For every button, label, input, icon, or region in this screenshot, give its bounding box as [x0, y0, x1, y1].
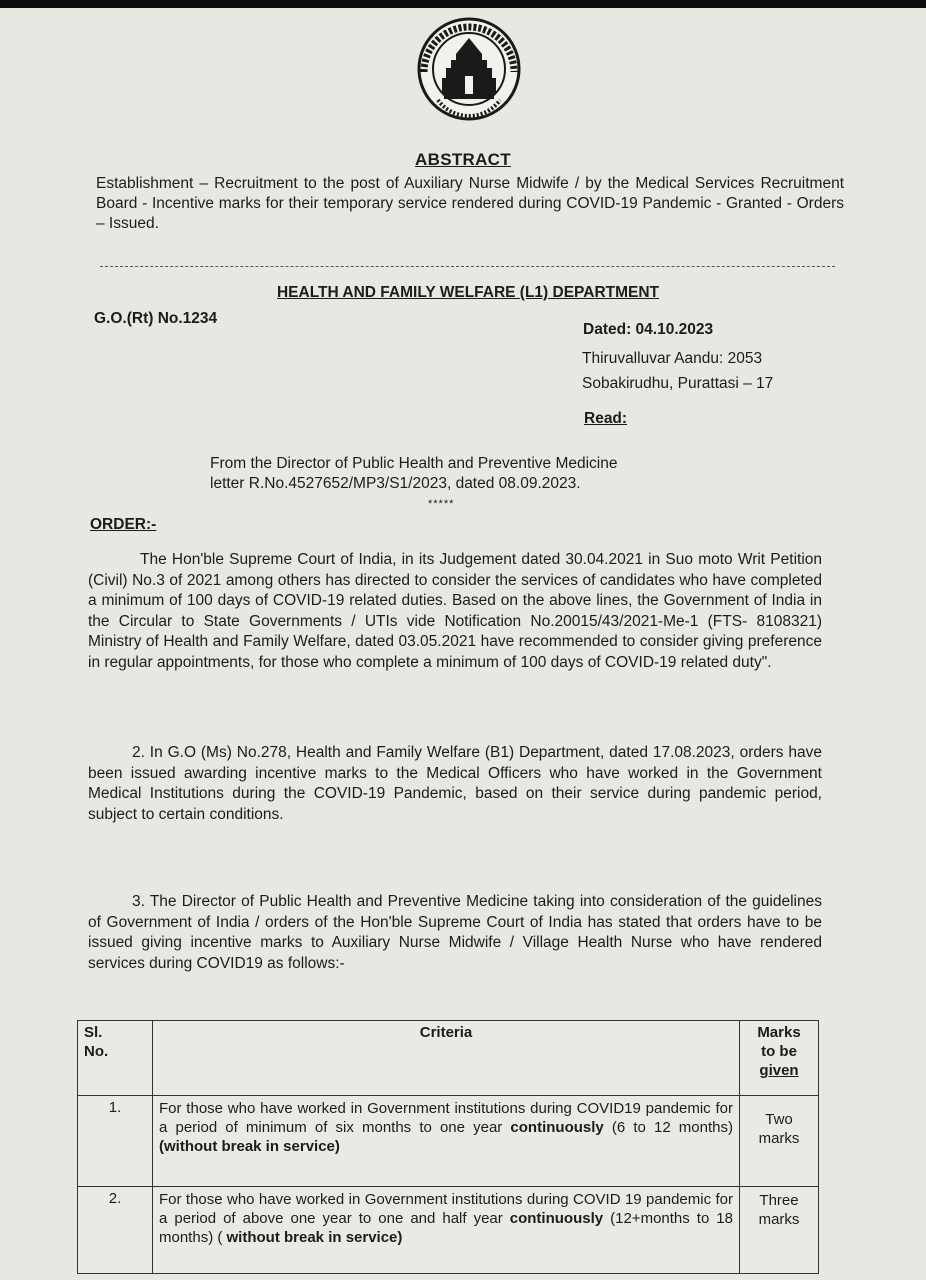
header-marks-line-1: Marks — [757, 1024, 801, 1041]
reference-line-2: letter R.No.4527652/MP3/S1/2023, dated 08.09.2023. — [210, 475, 581, 492]
criteria-text: (6 to 12 months) — [603, 1119, 733, 1136]
row-marks — [740, 1187, 819, 1274]
marks-unit: marks — [758, 1211, 800, 1228]
header-marks-line-3: given — [759, 1062, 799, 1079]
top-black-border — [0, 0, 926, 8]
tamil-nadu-emblem-icon — [416, 16, 522, 122]
go-number: G.O.(Rt) No.1234 — [94, 310, 218, 327]
table-row — [78, 1187, 819, 1274]
criteria-text: For those who have worked in Government institutions during COVID 19 pandemic for a period of above one year to one and half year — [159, 1191, 733, 1227]
criteria-bold: continuously — [509, 1210, 604, 1227]
department-heading: HEALTH AND FAMILY WELFARE (L1) DEPARTMENT — [276, 284, 660, 301]
criteria-bold: continuously — [510, 1119, 604, 1136]
tamil-date: Sobakirudhu, Purattasi – 17 — [582, 375, 774, 392]
government-order-page — [0, 8, 926, 1280]
dashed-divider — [100, 266, 835, 267]
criteria-bold: without break in service) — [226, 1229, 403, 1246]
marks-value: Two — [765, 1111, 793, 1128]
order-date: Dated: 04.10.2023 — [583, 321, 714, 338]
separator-stars: ***** — [428, 498, 455, 510]
order-heading: ORDER:- — [90, 516, 157, 533]
row-criteria — [153, 1096, 740, 1187]
criteria-text: (12+months to 18 months) ( — [159, 1210, 733, 1246]
criteria-bold: (without break in service) — [159, 1138, 340, 1155]
header-marks — [740, 1021, 819, 1096]
header-criteria: Criteria — [153, 1021, 740, 1096]
row-criteria — [153, 1187, 740, 1274]
table-header-row — [78, 1021, 819, 1096]
marks-value: Three — [759, 1192, 799, 1209]
marks-unit: marks — [758, 1130, 800, 1147]
abstract-title: ABSTRACT — [415, 150, 511, 169]
header-marks-line-2: to be — [761, 1043, 797, 1060]
criteria-text: For those who have worked in Government institutions during COVID19 pandemic for a period of minimum of six months to one year — [159, 1100, 733, 1136]
paragraph-2: 2. In G.O (Ms) No.278, Health and Family Welfare (B1) Department, dated 17.08.2023, orders have been issued awarding incentive marks to the Medical Officers who have worked in the Government Medical Institutions during the COVID-19 Pandemic, based on their service during pandemic period, subject to certain conditions. — [88, 744, 822, 823]
header-no-text: No. — [84, 1043, 109, 1060]
row-marks — [740, 1096, 819, 1187]
tamil-year: Thiruvalluvar Aandu: 2053 — [582, 350, 763, 367]
reference-line-1: From the Director of Public Health and Preventive Medicine — [210, 455, 618, 472]
header-sl-text: Sl. — [84, 1024, 103, 1041]
row-sl-number: 1. — [78, 1096, 153, 1187]
reference-block — [210, 454, 750, 494]
table-row — [78, 1096, 819, 1187]
paragraph-3: 3. The Director of Public Health and Preventive Medicine taking into consideration of the guidelines of Government of India / orders of the Hon'ble Supreme Court of India has stated that orders have to be issued giving incentive marks to Auxiliary Nurse Midwife / Village Health Nurse who have rendered services during COVID19 as follows:- — [88, 893, 822, 972]
paragraph-1: The Hon'ble Supreme Court of India, in its Judgement dated 30.04.2021 in Suo moto Writ Petition (Civil) No.3 of 2021 among others has directed to consider the services of candidates who have completed a minimum of 100 days of COVID-19 related duties. Based on the above lines, the Government of India in the Circular to State Governments / UTIs vide Notification No.20015/43/2021-Me-1 (FTS- 8108321) Ministry of Health and Family Welfare, dated 03.05.2021 have recommended to consider giving preference in regular appointments, for those who complete a minimum of 100 days of COVID-19 related duty". — [88, 551, 822, 671]
row-sl-number: 2. — [78, 1187, 153, 1274]
read-label: Read: — [584, 410, 628, 427]
header-sl-no — [78, 1021, 153, 1096]
abstract-text: Establishment – Recruitment to the post of Auxiliary Nurse Midwife / by the Medical Services Recruitment Board - Incentive marks for their temporary service rendered during COVID-19 Pandemic - Granted - Orders – Issued. — [96, 175, 844, 232]
incentive-marks-table — [77, 1020, 819, 1274]
